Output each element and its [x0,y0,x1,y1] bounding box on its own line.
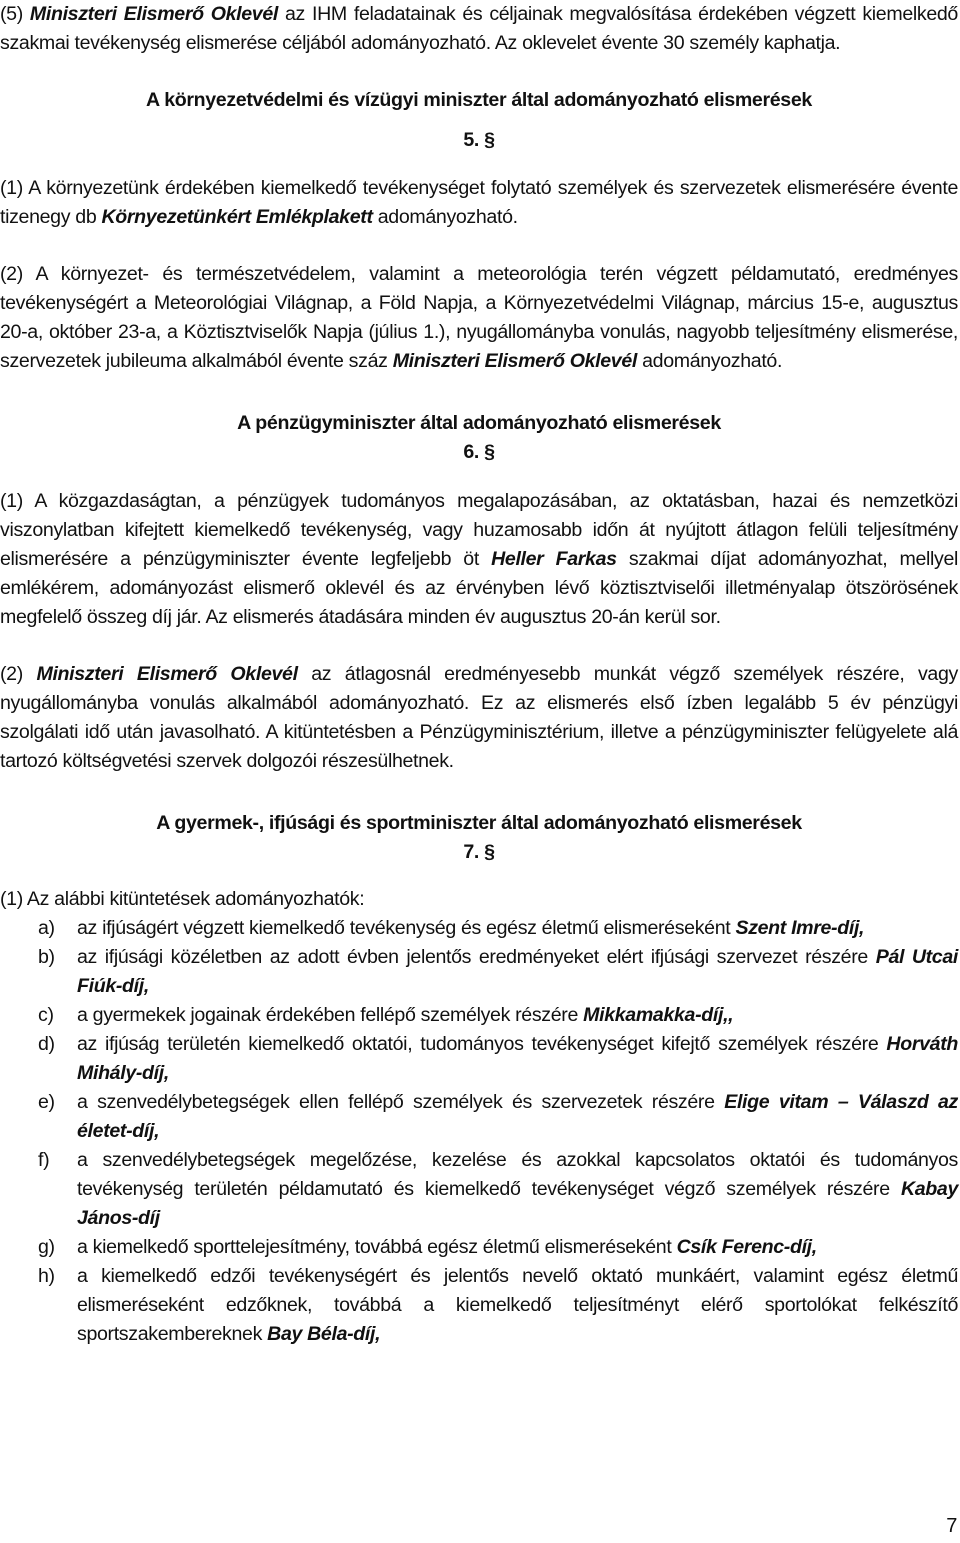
list-item-letter: f) [38,1149,50,1171]
environment-paragraph-2: (2) A környezet- és természetvédelem, valamint a meteorológia terén végzett példamutató, eredményes tevékenységért a Meteorológiai Világnap, a Föld Napja, a Környezetvédelmi Világnap, március 15-e, augusztus 20-a, október 23-a, a Köztisztviselők Napja (július 1.), nyugállományba vonulás, nagyobb teljesítmény elismerése, szervezetek jubileuma alkalmából évente száz Miniszteri Elismerő Oklevél adományozható. [0,263,958,372]
environment-paragraph-1: (1) A környezetünk érdekében kiemelkedő tevékenységet folytató személyek és szervezetek elismerésére évente tizenegy db Környezetünkért Emlékplakett adományozható. [0,177,958,228]
list-item-letter: b) [38,946,55,968]
paragraph-text: az IHM feladatainak és céljainak megvalósítása érdekében végzett kiemelkedő szakmai tevékenység elismerése céljából adományozható. Az oklevelet évente 30 személy kaphatja. [0,3,958,54]
award-list-item [0,914,958,943]
award-list-item [0,1088,958,1146]
list-item-letter: g) [38,1236,55,1258]
page-number: 7 [946,1515,957,1537]
award-list-item [0,1030,958,1088]
award-name: Miniszteri Elismerő Oklevél [36,663,298,685]
award-name: Heller Farkas [491,548,617,570]
award-list [0,914,958,1349]
award-name: Környezetünkért Emlékplakett [101,206,373,228]
award-name: Szent Imre-díj, [735,917,865,939]
paragraph-number: (5) [0,3,23,25]
section-number-5: 5. § [463,129,495,151]
list-item-letter: c) [38,1004,54,1026]
list-item-letter: h) [38,1265,55,1287]
section-heading-youth: A gyermek-, ifjúsági és sportminiszter által adományozható elismerések [156,812,802,834]
award-list-item [0,1262,958,1349]
list-item-text: az ifjúságért végzett kiemelkedő tevékenység és egész életmű elismeréseként Szent Imre-díj, [77,917,865,939]
list-item-letter: d) [38,1033,55,1055]
award-name: Miniszteri Elismerő Oklevél [392,350,637,372]
section-number-7: 7. § [463,841,495,863]
award-name: Horváth Mihály-díj, [77,1033,958,1084]
list-item-letter: e) [38,1091,55,1113]
award-list-item [0,1233,958,1262]
youth-intro: (1) Az alábbi kitüntetések adományozhatók: [0,888,365,910]
finance-paragraph-2: (2) Miniszteri Elismerő Oklevél az átlagosnál eredményesebb munkát végző személyek részére, vagy nyugállományba vonulás alkalmából adományozható. Ez az elismerés első ízben legalább 5 év pénzügyi szolgálati idő után javasolható. A kitüntetésben a Pénzügyminisztérium, illetve a pénzügyminiszter felügyelete alá tartozó költségvetési szervek dolgozói részesülhetnek. [0,663,958,772]
list-item-text: a gyermekek jogainak érdekében fellépő személyek részére Mikkamakka-díj,, [77,1004,734,1026]
list-item-text: a kiemelkedő edzői tevékenységért és jelentős nevelő oktató munkáért, valamint egész életmű elismeréseként edzőknek, továbbá a kiemelkedő teljesítményt elérő sportolókat felkészítő sportszakembereknek Bay Béla-díj, [77,1265,958,1345]
award-name: Csík Ferenc-díj, [676,1236,817,1258]
award-name: Miniszteri Elismerő Oklevél [29,3,278,25]
award-name: Kabay János-díj [77,1178,958,1229]
list-item-text: a szenvedélybetegségek ellen fellépő személyek és szervezetek részére Elige vitam – Válaszd az életet-díj, [77,1091,958,1142]
award-list-item [0,1001,958,1030]
section-heading-environment: A környezetvédelmi és vízügyi miniszter által adományozható elismerések [146,89,812,111]
award-name: Elige vitam – Válaszd az életet-díj, [77,1091,958,1142]
list-item-text: a kiemelkedő sporttelejesítmény, továbbá egész életmű elismeréseként Csík Ferenc-díj, [77,1236,817,1258]
section-heading-finance: A pénzügyminiszter által adományozható elismerések [237,412,721,434]
list-item-text: az ifjúsági közéletben az adott évben jelentős eredményeket elért ifjúsági szervezet részére Pál Utcai Fiúk-díj, [77,946,958,997]
list-item-letter: a) [38,917,55,939]
award-name: Mikkamakka-díj,, [583,1004,734,1026]
list-item-text: a szenvedélybetegségek megelőzése, kezelése és azokkal kapcsolatos oktatói és tudományos tevékenység területén példamutató és kiemelkedő tevékenységet végző személyek részére Kabay János-díj [77,1149,958,1229]
award-name: Bay Béla-díj, [267,1323,381,1345]
section-number-6: 6. § [463,441,495,463]
paragraph-5 [0,0,958,58]
award-name: Pál Utcai Fiúk-díj, [77,946,958,997]
list-item-text: az ifjúság területén kiemelkedő oktatói, tudományos tevékenységet kifejtő személyek részére Horváth Mihály-díj, [77,1033,958,1084]
award-list-item [0,1146,958,1233]
award-list-item [0,943,958,1001]
finance-paragraph-1: (1) A közgazdaságtan, a pénzügyek tudományos megalapozásában, az oktatásban, hazai és nemzetközi viszonylatban kifejtett kiemelkedő tevékenység, vagy huzamosabb időn át nyújtott átlagon felüli teljesítmény elismerésére a pénzügyminiszter évente legfeljebb öt Heller Farkas szakmai díjat adományozhat, mellyel emlékérem, adományozást elismerő oklevél és az érvényben lévő köztisztviselői illetményalap ötszörösének megfelelő összeg díj jár. Az elismerés átadására minden év augusztus 20-án kerül sor. [0,490,958,628]
